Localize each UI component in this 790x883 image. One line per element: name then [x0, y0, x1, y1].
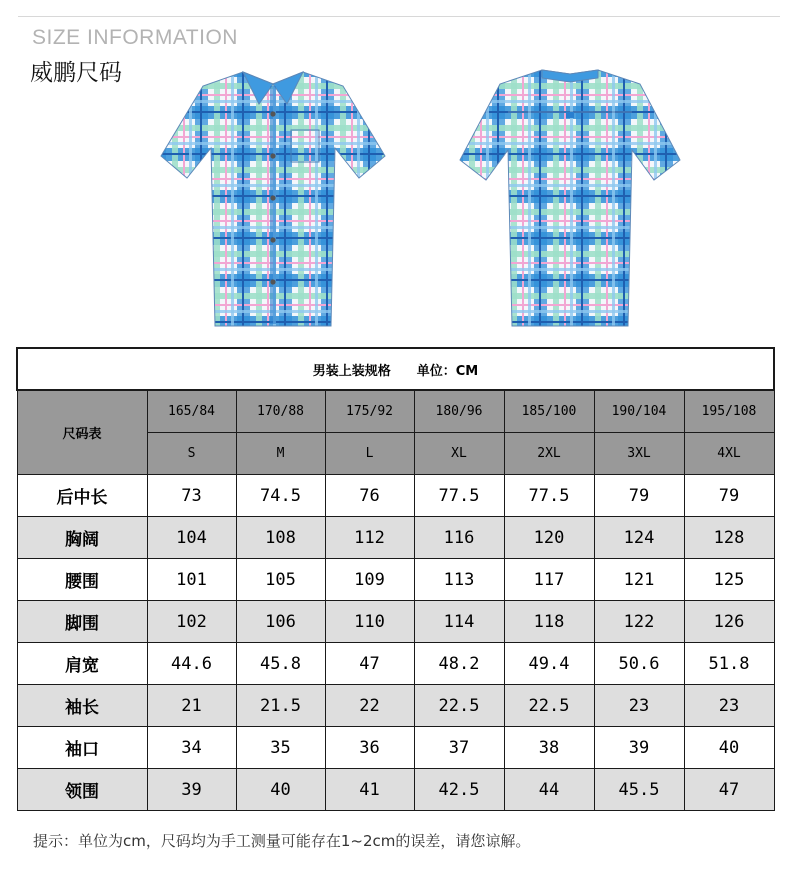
table-cell: 73	[147, 475, 236, 517]
table-cell: 23	[594, 685, 684, 727]
size-label-cell: S	[147, 433, 236, 475]
table-cell: 39	[147, 769, 236, 811]
table-cell: 50.6	[594, 643, 684, 685]
table-cell: 35	[236, 727, 325, 769]
table-cell: 113	[414, 559, 504, 601]
size-label-cell: 4XL	[684, 433, 774, 475]
size-label-cell: XL	[414, 433, 504, 475]
size-table	[16, 347, 775, 811]
size-spec-cell: 180/96	[414, 390, 504, 433]
table-cell: 76	[325, 475, 414, 517]
shirt-front-icon	[153, 64, 393, 330]
table-cell: 104	[147, 517, 236, 559]
size-label-cell: L	[325, 433, 414, 475]
table-unit-label: 单位：CM	[416, 363, 479, 379]
table-cell: 110	[325, 601, 414, 643]
table-row	[17, 559, 774, 601]
table-cell: 36	[325, 727, 414, 769]
table-cell: 101	[147, 559, 236, 601]
size-spec-cell: 190/104	[594, 390, 684, 433]
table-cell: 106	[236, 601, 325, 643]
table-cell: 37	[414, 727, 504, 769]
table-cell: 45.8	[236, 643, 325, 685]
table-cell: 47	[684, 769, 774, 811]
shirt-back-icon	[450, 64, 690, 330]
table-cell: 108	[236, 517, 325, 559]
size-spec-cell: 170/88	[236, 390, 325, 433]
row-label: 领围	[17, 769, 147, 811]
size-spec-cell: 185/100	[504, 390, 594, 433]
size-spec-cell: 175/92	[325, 390, 414, 433]
table-row	[17, 517, 774, 559]
table-cell: 22.5	[504, 685, 594, 727]
table-cell: 74.5	[236, 475, 325, 517]
table-cell: 40	[236, 769, 325, 811]
table-row	[17, 643, 774, 685]
table-row	[17, 727, 774, 769]
table-cell: 79	[594, 475, 684, 517]
table-cell: 125	[684, 559, 774, 601]
table-cell: 41	[325, 769, 414, 811]
table-cell: 105	[236, 559, 325, 601]
table-cell: 44	[504, 769, 594, 811]
table-cell: 22	[325, 685, 414, 727]
top-divider	[18, 16, 780, 17]
table-cell: 34	[147, 727, 236, 769]
table-cell: 45.5	[594, 769, 684, 811]
section-title: SIZE INFORMATION	[32, 26, 238, 49]
table-cell: 49.4	[504, 643, 594, 685]
table-cell: 128	[684, 517, 774, 559]
table-cell: 21.5	[236, 685, 325, 727]
table-cell: 22.5	[414, 685, 504, 727]
table-cell: 44.6	[147, 643, 236, 685]
table-cell: 117	[504, 559, 594, 601]
table-title	[17, 348, 774, 390]
table-row	[17, 475, 774, 517]
size-spec-cell: 165/84	[147, 390, 236, 433]
table-cell: 121	[594, 559, 684, 601]
table-cell: 51.8	[684, 643, 774, 685]
row-label: 胸阔	[17, 517, 147, 559]
row-label: 脚围	[17, 601, 147, 643]
size-label-cell: M	[236, 433, 325, 475]
table-cell: 77.5	[414, 475, 504, 517]
table-cell: 38	[504, 727, 594, 769]
table-cell: 40	[684, 727, 774, 769]
brand-title: 威鹏尺码	[30, 60, 122, 86]
table-cell: 21	[147, 685, 236, 727]
row-label: 袖口	[17, 727, 147, 769]
table-row	[17, 601, 774, 643]
table-cell: 109	[325, 559, 414, 601]
row-label: 肩宽	[17, 643, 147, 685]
table-corner-label: 尺码表	[17, 390, 147, 475]
table-cell: 124	[594, 517, 684, 559]
table-cell: 114	[414, 601, 504, 643]
table-cell: 112	[325, 517, 414, 559]
table-cell: 42.5	[414, 769, 504, 811]
size-label-cell: 3XL	[594, 433, 684, 475]
table-cell: 23	[684, 685, 774, 727]
table-cell: 77.5	[504, 475, 594, 517]
size-spec-row	[17, 390, 774, 433]
size-spec-cell: 195/108	[684, 390, 774, 433]
row-label: 袖长	[17, 685, 147, 727]
table-cell: 39	[594, 727, 684, 769]
table-cell: 47	[325, 643, 414, 685]
table-cell: 126	[684, 601, 774, 643]
table-title-text: 男装上装规格	[312, 363, 391, 379]
row-label: 后中长	[17, 475, 147, 517]
table-cell: 118	[504, 601, 594, 643]
table-cell: 120	[504, 517, 594, 559]
table-cell: 116	[414, 517, 504, 559]
size-table-body	[17, 348, 774, 811]
table-cell: 102	[147, 601, 236, 643]
size-label-cell: 2XL	[504, 433, 594, 475]
measurement-note: 提示：单位为cm，尺码均为手工测量可能存在1~2cm的误差，请您谅解。	[33, 832, 531, 850]
row-label: 腰围	[17, 559, 147, 601]
table-title-row	[17, 348, 774, 390]
table-row	[17, 685, 774, 727]
table-cell: 122	[594, 601, 684, 643]
table-cell: 48.2	[414, 643, 504, 685]
table-row	[17, 769, 774, 811]
table-cell: 79	[684, 475, 774, 517]
